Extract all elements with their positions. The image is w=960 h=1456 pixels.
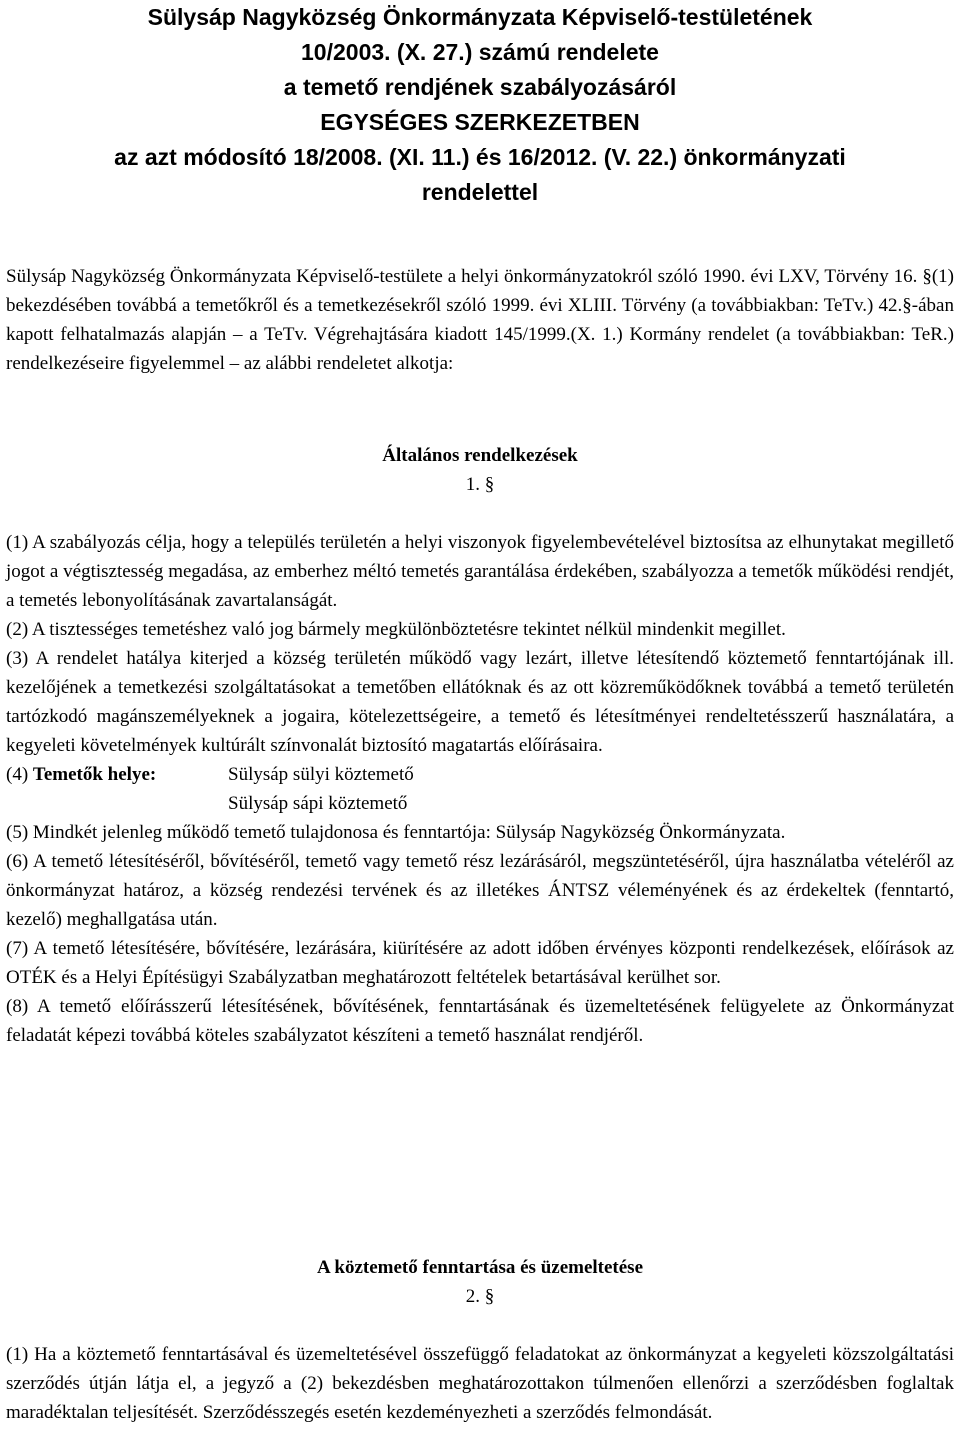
cemetery-item: Sülysáp sápi köztemető (228, 793, 408, 814)
title-line: a temető rendjének szabályozásáról (283, 74, 677, 100)
title-line: 10/2003. (X. 27.) számú rendelete (301, 39, 659, 65)
title-line: rendelettel (421, 179, 539, 205)
paragraph-1-7: (7) A temető létesítésére, bővítésére, lezárására, kiürítésére az adott időben érvényes központi rendelkezések, előírások az OTÉK és a Helyi Építésügyi Szabályzatban meghatározott feltételek betartásával kerülhet sor. (6, 938, 954, 988)
title-line: EGYSÉGES SZERKEZETBEN (320, 109, 640, 135)
title-line: Sülysáp Nagyközség Önkormányzata Képviselő-testületének (147, 4, 813, 30)
section-1-number: 1. § (465, 474, 495, 495)
paragraph-1-2: (2) A tisztességes temetéshez való jog bármely megkülönböztetésre tekintet nélkül mindenkit megillet. (6, 619, 786, 640)
section-2-body (6, 1340, 954, 1427)
section-2-number: 2. § (465, 1286, 495, 1307)
section-2-heading: A köztemető fenntartása és üzemeltetése (316, 1257, 644, 1278)
cemetery-item: Sülysáp sülyi köztemető (228, 764, 414, 785)
cemetery-label: (4) Temetők helye: (6, 764, 157, 785)
paragraph-1-6: (6) A temető létesítéséről, bővítéséről, temető vagy temető rész lezárásáról, megszüntetéséről, újra használatba vételéről az önkormányzat határoz, a község rendezési tervének és az illetékes ÁNTSZ véleményének és az érdekeltek (fenntartó, kezelő) meghallgatása után. (6, 851, 954, 930)
document-title (0, 0, 960, 210)
section-1-heading: Általános rendelkezések (382, 445, 578, 466)
title-line: az azt módosító 18/2008. (XI. 11.) és 16/2012. (V. 22.) önkormányzati (114, 144, 846, 170)
cemetery-label-text: Temetők helye: (32, 764, 157, 785)
paragraph-1-5: (5) Mindkét jelenleg működő temető tulajdonosa és fenntartója: Sülysáp Nagyközség Önkormányzata. (6, 822, 786, 843)
preamble: Sülysáp Nagyközség Önkormányzata Képviselő-testülete a helyi önkormányzatokról szóló 1990. évi LXV, Törvény 16. §(1) bekezdésében továbbá a temetőkről és a temetkezésekről szóló 1999. évi XLIII. Törvény (a továbbiakban: TeTv.) 42.§-ában kapott felhatalmazás alapján – a TeTv. Végrehajtására kiadott 145/1999.(X. 1.) Kormány rendelet (a továbbiakban: TeR.) rendelkezéseire figyelemmel – az alábbi rendeletet alkotja: (6, 266, 954, 374)
section-1-body (6, 528, 954, 1050)
paragraph-1-3: (3) A rendelet hatálya kiterjed a község területén működő vagy lezárt, illetve létesítendő köztemető fenntartójának ill. kezelőjének a temetkezési szolgáltatásokat a temetőben ellátóknak és az ott közreműködőknek továbbá a temető területén tartózkodó magánszemélyeknek a jogaira, kötelezettségeire, a temető és létesítményei rendeltetésszerű használatára, a kegyeleti követelmények kultúrált színvonalát biztosító magatartás előírásaira. (6, 648, 954, 756)
paragraph-1-8: (8) A temető előírásszerű létesítésének, bővítésének, fenntartásának és üzemeltetésének felügyelete az Önkormányzat feladatát képezi továbbá köteles szabályzatot készíteni a temető használat rendjéről. (6, 996, 954, 1046)
paragraph-2-1: (1) Ha a köztemető fenntartásával és üzemeltetésével összefüggő feladatokat az önkormányzat a kegyeleti közszolgáltatási szerződés útján látja el, a jegyző a (2) bekezdésben meghatározottakon túlmenően ellenőrzi a szerződésben foglaltak maradéktalan teljesítését. Szerződésszegés esetén kezdeményezheti a szerződés felmondását. (6, 1344, 954, 1423)
cemetery-locations (6, 760, 954, 818)
paragraph-1-1: (1) A szabályozás célja, hogy a település területén a helyi viszonyok figyelembevételével biztosítsa az elhunytakat megillető jogot a végtisztesség megadása, az emberhez méltó temetés garantálása érdekében, szabályozza a temetők működési rendjét, a temetés lebonyolításának zavartalanságát. (6, 532, 954, 611)
